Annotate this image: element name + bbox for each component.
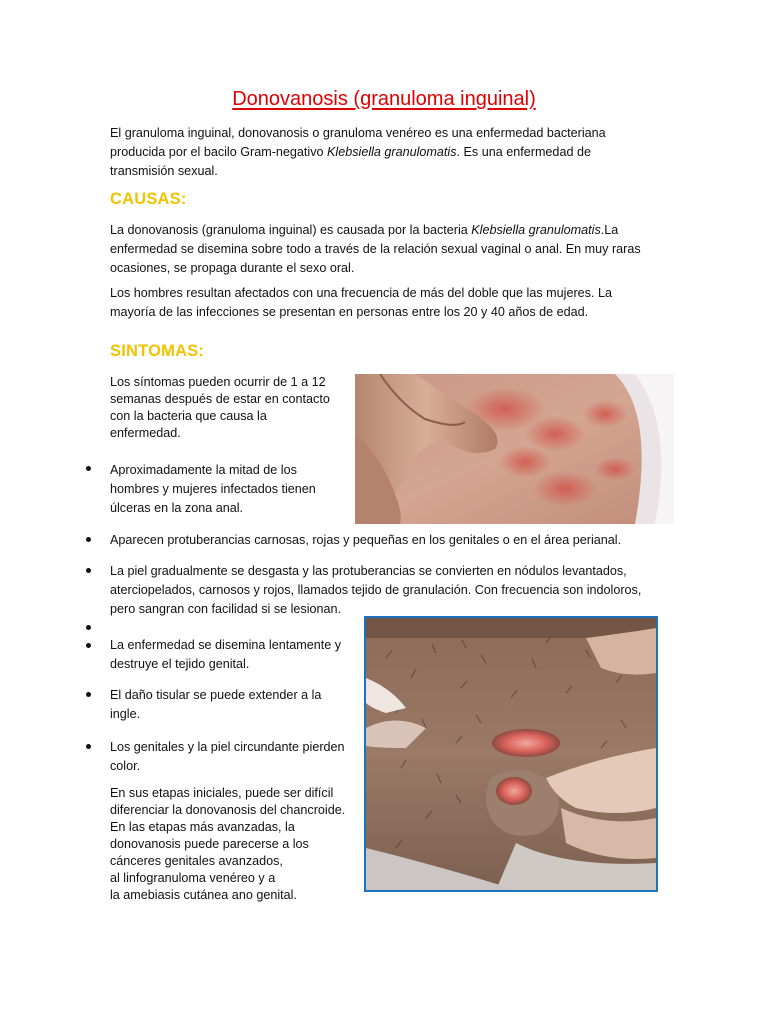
causas-p1-line-3: ocasiones, se propaga durante el sexo oral. xyxy=(110,261,355,275)
skin-rash-photo xyxy=(355,374,674,524)
closing-line: cánceres genitales avanzados, xyxy=(110,854,283,868)
intro-line-1: El granuloma inguinal, donovanosis o granuloma venéreo es una enfermedad bacteriana xyxy=(110,126,606,140)
bullet-item-granulation xyxy=(110,562,690,619)
bullet-line: color. xyxy=(110,759,141,773)
bullet-line: La enfermedad se disemina lentamente y xyxy=(110,638,342,652)
closing-line: donovanosis puede parecerse a los xyxy=(110,837,309,851)
closing-line: En las etapas más avanzadas, la xyxy=(110,820,295,834)
bullet-line: ingle. xyxy=(110,707,141,721)
closing-line: En sus etapas iniciales, puede ser difícil xyxy=(110,786,334,800)
intro-line-3: transmisión sexual. xyxy=(110,164,218,178)
closing-paragraph xyxy=(110,785,365,904)
intro-paragraph xyxy=(110,124,670,181)
bullet-line: aterciopelados, carnosos y rojos, llamados tejido de granulación. Con frecuencia son indoloros, xyxy=(110,583,642,597)
closing-line: diferenciar la donovanosis del chancroide. xyxy=(110,803,346,817)
bullet-icon xyxy=(86,692,91,697)
causas-p2-line-1: Los hombres resultan afectados con una frecuencia de más del doble que las mujeres. La xyxy=(110,286,612,300)
page-title: Donovanosis (granuloma inguinal) xyxy=(232,88,536,110)
bullet-item-spreads xyxy=(110,636,365,674)
closing-line: al linfogranuloma venéreo y a xyxy=(110,871,276,885)
causas-paragraph-2 xyxy=(110,284,670,322)
sintomas-intro-line: con la bacteria que causa la xyxy=(110,409,267,423)
bullet-item-protuberances xyxy=(110,531,690,550)
causas-p2-line-2: mayoría de las infecciones se presentan en personas entre los 20 y 40 años de edad. xyxy=(110,305,589,319)
bullet-line: pero sangran con facilidad si se lesionan. xyxy=(110,602,342,616)
bullet-icon xyxy=(86,568,91,573)
causas-paragraph-1 xyxy=(110,221,670,278)
bullet-icon xyxy=(86,744,91,749)
sintomas-intro-line: Los síntomas pueden ocurrir de 1 a 12 xyxy=(110,375,326,389)
sintomas-intro xyxy=(110,374,350,442)
bullet-line: La piel gradualmente se desgasta y las protuberancias se convierten en nódulos levantados, xyxy=(110,564,627,578)
bullet-item-color-loss xyxy=(110,738,365,776)
bullet-line: úlceras en la zona anal. xyxy=(110,501,244,515)
causas-heading: CAUSAS: xyxy=(110,190,187,208)
lesion-photo xyxy=(364,616,658,892)
bullet-line: Los genitales y la piel circundante pierden xyxy=(110,740,345,754)
bullet-item-anal-ulcers xyxy=(110,461,350,518)
bullet-icon xyxy=(86,625,91,630)
bullet-icon xyxy=(86,537,91,542)
bullet-icon xyxy=(86,643,91,648)
bullet-line: El daño tisular se puede extender a la xyxy=(110,688,322,702)
sintomas-intro-line: semanas después de estar en contacto xyxy=(110,392,330,406)
sintomas-intro-line: enfermedad. xyxy=(110,426,181,440)
intro-line-2: producida por el bacilo Gram-negativo Klebsiella granulomatis. Es una enfermedad de xyxy=(110,145,591,159)
sintomas-heading: SINTOMAS: xyxy=(110,342,205,360)
bullet-item-tissue-damage xyxy=(110,686,365,724)
bullet-line: Aparecen protuberancias carnosas, rojas y pequeñas en los genitales o en el área perianal. xyxy=(110,533,622,547)
causas-p1-line-2: enfermedad se disemina sobre todo a través de la relación sexual vaginal o anal. En muy raras xyxy=(110,242,641,256)
bullet-line: hombres y mujeres infectados tienen xyxy=(110,482,316,496)
bullet-line: Aproximadamente la mitad de los xyxy=(110,463,297,477)
closing-line: la amebiasis cutánea ano genital. xyxy=(110,888,297,902)
bullet-icon xyxy=(86,466,91,471)
causas-p1-line-1: La donovanosis (granuloma inguinal) es causada por la bacteria Klebsiella granulomatis.La xyxy=(110,223,619,237)
bullet-line: destruye el tejido genital. xyxy=(110,657,250,671)
